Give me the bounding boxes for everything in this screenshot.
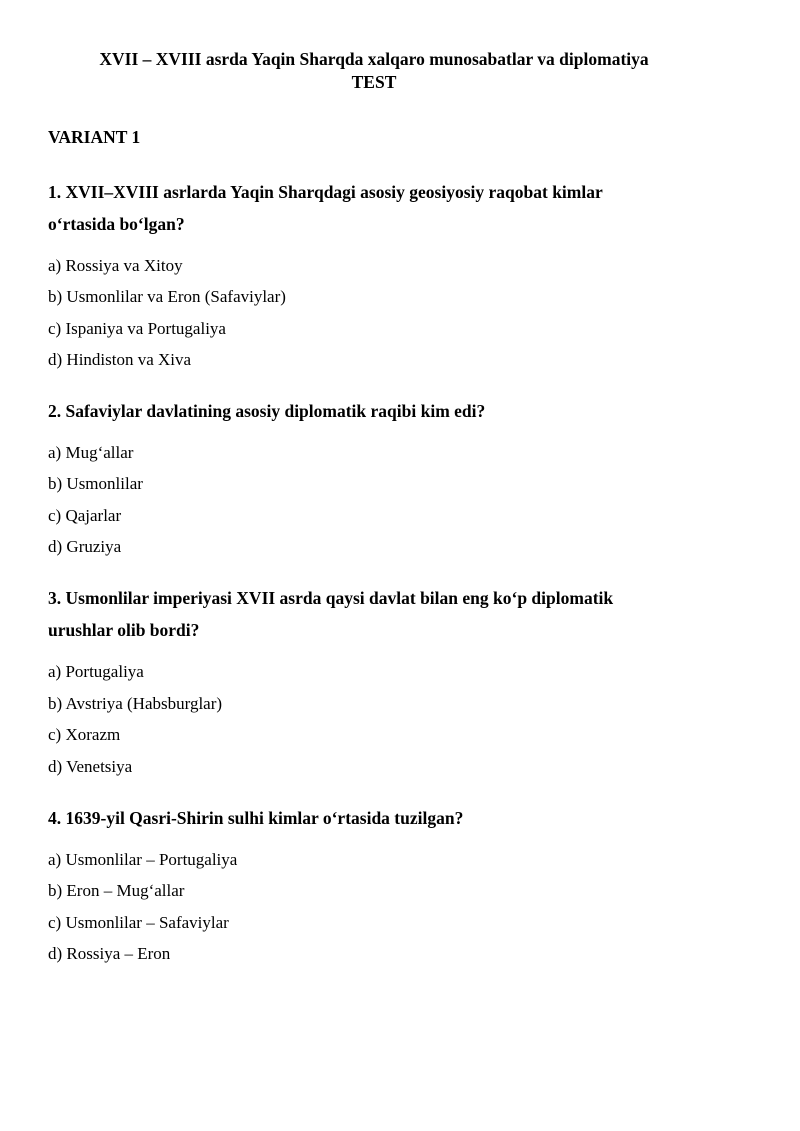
option-list — [48, 663, 700, 775]
variant-label: VARIANT 1 — [48, 127, 141, 148]
option-item-c[interactable]: c) Xorazm — [48, 725, 121, 745]
option-item-a[interactable]: a) Usmonlilar – Portugaliya — [48, 849, 238, 869]
question-block-1 — [48, 177, 700, 368]
document-title-line-1: XVII – XVIII asrda Yaqin Sharqda xalqaro munosabatlar va diplomatiya — [99, 49, 649, 69]
option-item-d[interactable]: d) Rossiya – Eron — [48, 944, 171, 963]
question-text: 1. XVII–XVIII asrlarda Yaqin Sharqdagi asosiy geosiyosiy raqobat kimlar o‘rtasida bo‘lgan? — [48, 181, 603, 234]
option-item-b[interactable]: b) Eron – Mug‘allar — [48, 881, 185, 900]
option-item-a[interactable]: a) Mug‘allar — [48, 442, 134, 462]
question-block-2 — [48, 396, 700, 555]
option-item-b[interactable]: b) Usmonlilar va Eron (Safaviylar) — [48, 287, 286, 307]
question-text: 2. Safaviylar davlatining asosiy diplomatik raqibi kim edi? — [48, 401, 486, 422]
option-item-d[interactable]: d) Venetsiya — [48, 756, 133, 776]
option-item-c[interactable]: c) Qajarlar — [48, 505, 122, 525]
option-item-d[interactable]: d) Gruziya — [48, 537, 122, 557]
question-text: 3. Usmonlilar imperiyasi XVII asrda qaysi davlat bilan eng ko‘p diplomatik urushlar olib bordi? — [48, 588, 614, 641]
question-block-4 — [48, 803, 700, 962]
document-title — [48, 48, 700, 94]
option-item-b[interactable]: b) Usmonlilar — [48, 474, 143, 494]
option-list — [48, 851, 700, 963]
option-item-d[interactable]: d) Hindiston va Xiva — [48, 350, 192, 370]
option-list — [48, 257, 700, 369]
question-block-3 — [48, 583, 700, 774]
option-item-a[interactable]: a) Portugaliya — [48, 662, 144, 682]
document-title-line-2: TEST — [351, 72, 397, 93]
option-item-b[interactable]: b) Avstriya (Habsburglar) — [48, 693, 223, 713]
option-item-c[interactable]: c) Ispaniya va Portugaliya — [48, 318, 226, 338]
question-text: 4. 1639-yil Qasri-Shirin sulhi kimlar o‘rtasida tuzilgan? — [48, 807, 464, 828]
option-item-a[interactable]: a) Rossiya va Xitoy — [48, 255, 183, 275]
option-item-c[interactable]: c) Usmonlilar – Safaviylar — [48, 912, 229, 932]
option-list — [48, 444, 700, 556]
